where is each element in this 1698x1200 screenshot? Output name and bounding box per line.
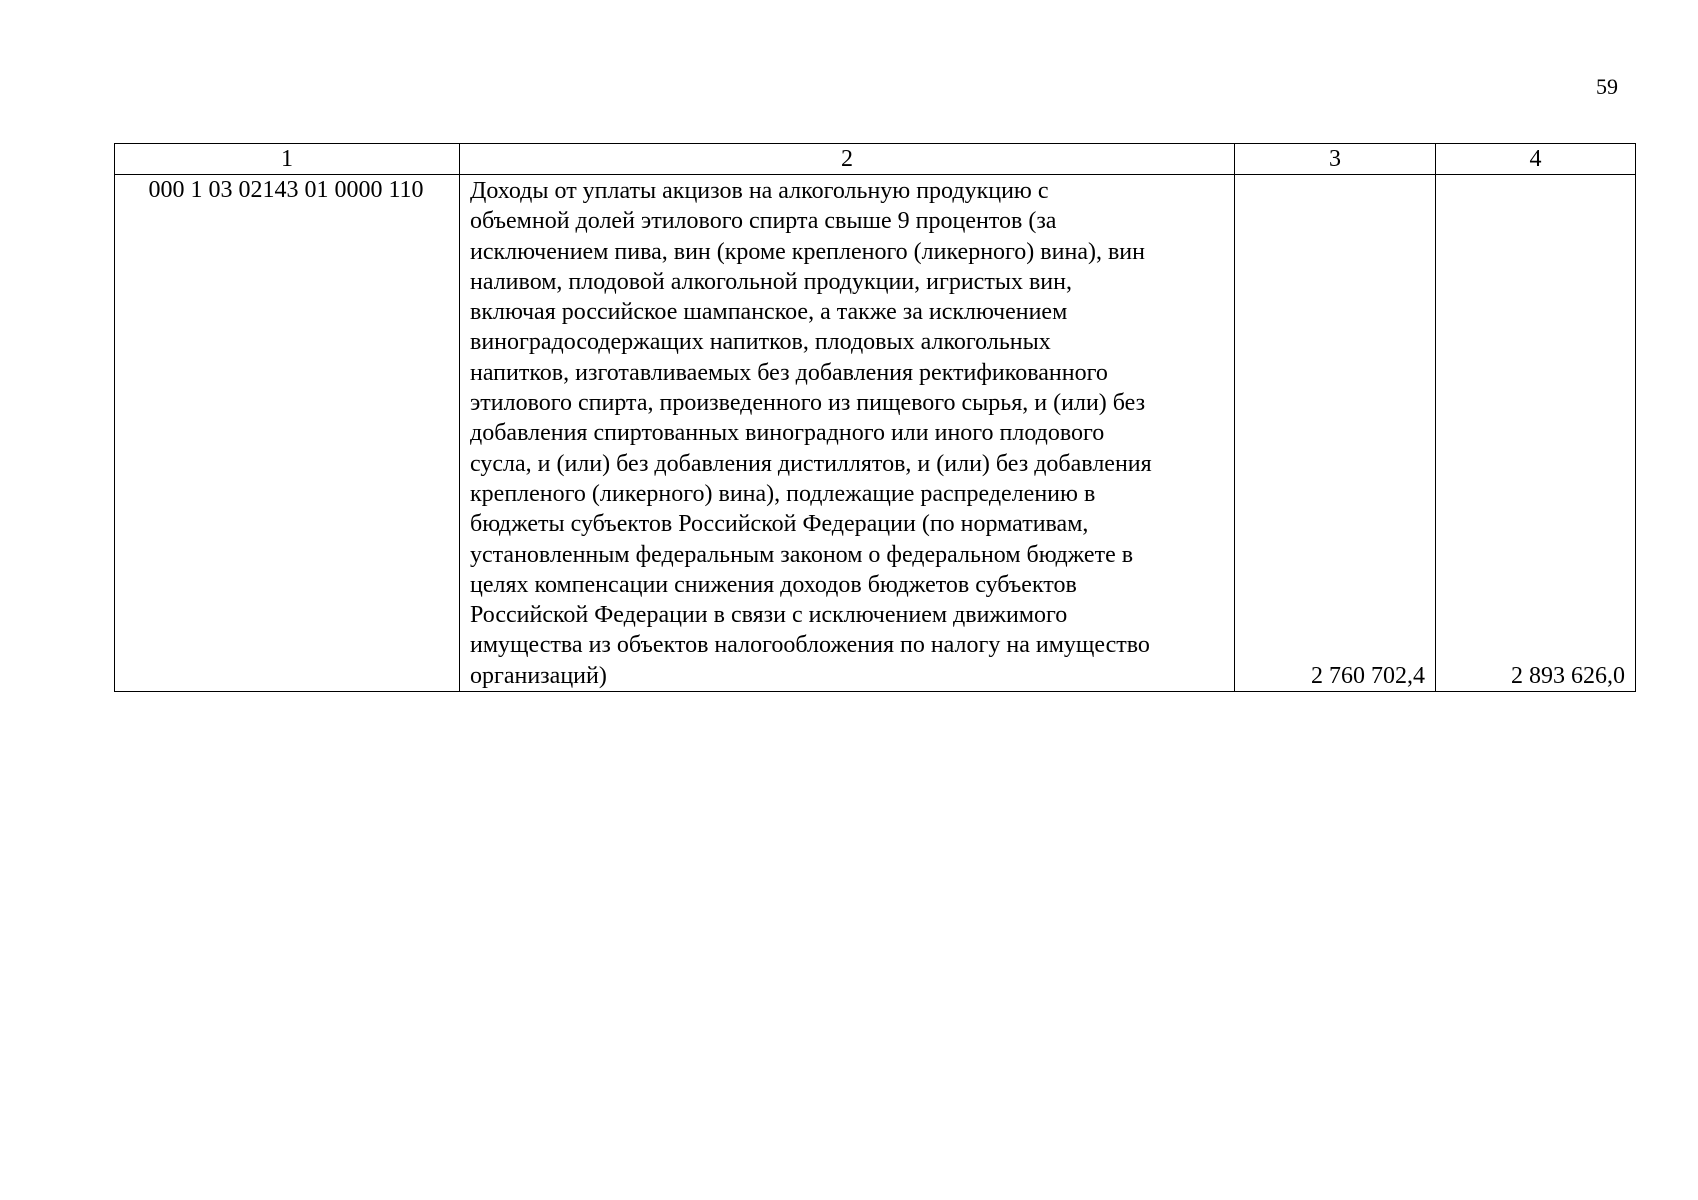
page-number: 59 bbox=[1596, 74, 1618, 99]
description-line: виноградосодержащих напитков, плодовых алкогольных bbox=[470, 329, 1051, 356]
header-col-4: 4 bbox=[1436, 144, 1636, 175]
header-col-1: 1 bbox=[115, 144, 460, 175]
header-col-3: 3 bbox=[1235, 144, 1436, 175]
description-line: установленным федеральным законом о федеральном бюджете в bbox=[470, 541, 1134, 568]
description-line: Доходы от уплаты акцизов на алкогольную продукцию с bbox=[470, 178, 1049, 204]
table-row bbox=[115, 175, 1636, 692]
header-row bbox=[115, 144, 1636, 175]
description-cell bbox=[460, 175, 1235, 692]
table-header bbox=[115, 144, 1636, 175]
description-line: исключением пива, вин (кроме крепленого (ликерного) вина), вин bbox=[470, 238, 1145, 265]
description-line: напитков, изготавливаемых без добавления ректификованного bbox=[470, 359, 1108, 386]
table-body bbox=[115, 175, 1636, 692]
description-line: объемной долей этилового спирта свыше 9 процентов (за bbox=[470, 208, 1057, 235]
description-line: Российской Федерации в связи с исключением движимого bbox=[470, 602, 1068, 629]
budget-code-cell: 000 1 03 02143 01 0000 110 bbox=[115, 175, 460, 692]
description-line: бюджеты субъектов Российской Федерации (по нормативам, bbox=[470, 511, 1089, 538]
description-line: наливом, плодовой алкогольной продукции, игристых вин, bbox=[470, 268, 1072, 295]
header-col-2: 2 bbox=[460, 144, 1235, 175]
budget-table bbox=[114, 143, 1636, 692]
description-line: включая российское шампанское, а также за исключением bbox=[470, 299, 1068, 326]
description-line: этилового спирта, произведенного из пищевого сырья, и (или) без bbox=[470, 390, 1146, 417]
description-line: крепленого (ликерного) вина), подлежащие распределению в bbox=[470, 480, 1096, 507]
description-line: организаций) bbox=[470, 662, 607, 689]
description-line: имущества из объектов налогообложения по налогу на имущество bbox=[470, 632, 1150, 659]
description-line: целях компенсации снижения доходов бюджетов субъектов bbox=[470, 571, 1077, 598]
amount-col-4-cell: 2 893 626,0 bbox=[1436, 175, 1636, 692]
amount-col-3-cell: 2 760 702,4 bbox=[1235, 175, 1436, 692]
description-line: добавления спиртованных виноградного или иного плодового bbox=[470, 420, 1105, 447]
description-line: сусла, и (или) без добавления дистиллятов, и (или) без добавления bbox=[470, 450, 1152, 477]
